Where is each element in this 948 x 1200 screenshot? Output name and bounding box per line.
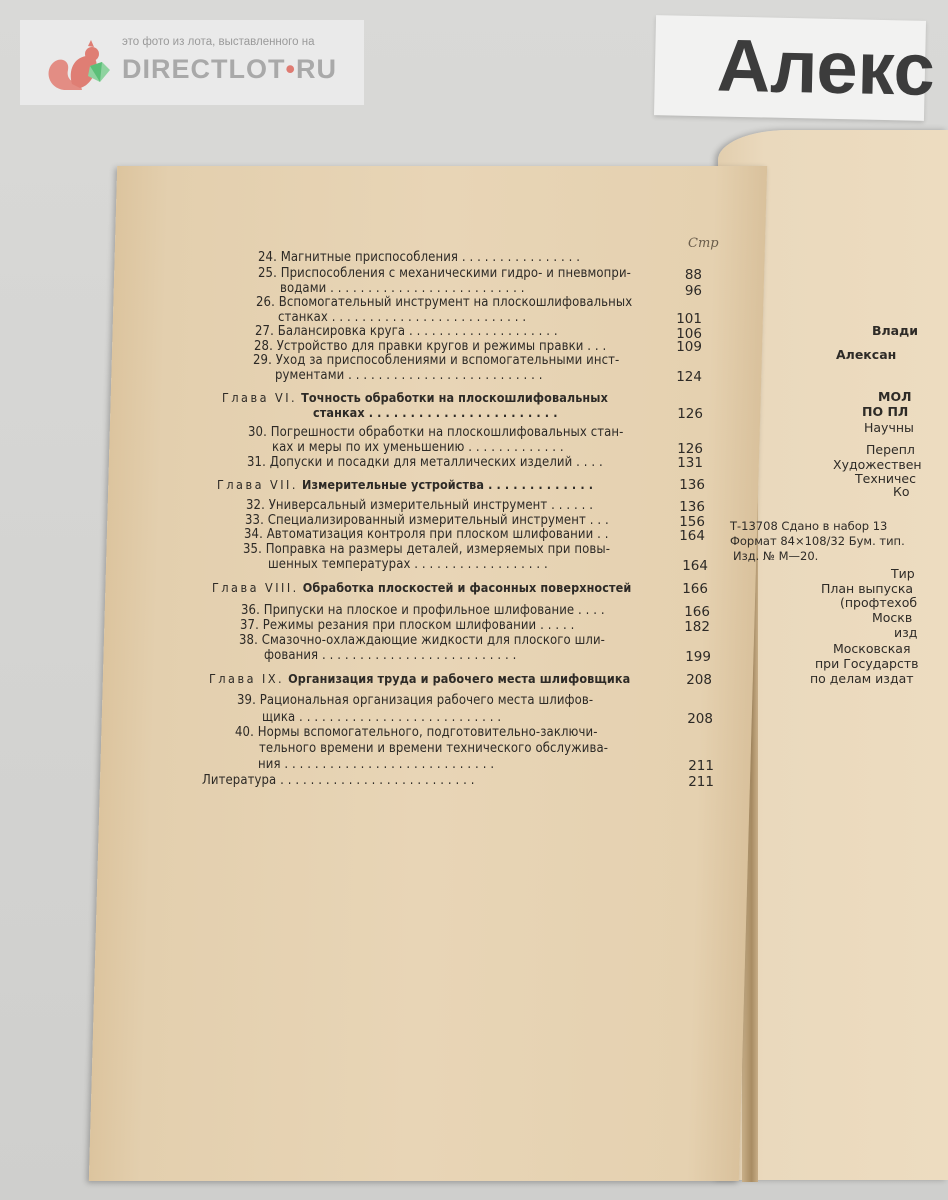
toc-page: 208 bbox=[686, 672, 712, 688]
toc-page: 126 bbox=[677, 406, 703, 422]
chapter-heading bbox=[217, 477, 593, 492]
chapter-label: Глава VIII. bbox=[212, 580, 299, 595]
toc-page: 126 bbox=[677, 441, 703, 457]
toc-page: 211 bbox=[688, 758, 714, 774]
chapter-title: Обработка плоскостей и фасонных поверхностей bbox=[302, 580, 632, 595]
chapter-title: Организация труда и рабочего места шлифовщика bbox=[288, 671, 631, 686]
right-page-line: (профтехоб bbox=[840, 595, 918, 610]
toc-line: тельного времени и времени технического обслужива- bbox=[259, 741, 609, 756]
right-page-line: Влади bbox=[872, 323, 918, 338]
toc-line: 31. Допуски и посадки для металлических изделий . . . . bbox=[247, 455, 603, 470]
toc-page: 208 bbox=[687, 711, 713, 727]
right-page-line: Формат 84×108/32 Бум. тип. bbox=[730, 534, 905, 548]
chapter-label: Глава IX. bbox=[209, 671, 285, 686]
right-page-line: при Государств bbox=[815, 656, 919, 671]
toc-page: 131 bbox=[677, 455, 703, 471]
toc-page: 88 bbox=[684, 267, 702, 283]
watermark-name-tld: RU bbox=[295, 54, 337, 84]
toc-line: 24. Магнитные приспособления . . . . . . . . . . . . . . . . bbox=[258, 250, 581, 265]
toc-line: 28. Устройство для правки кругов и режимы правки . . . bbox=[254, 339, 607, 354]
toc-page: 136 bbox=[679, 499, 705, 515]
toc-line: водами . . . . . . . . . . . . . . . . . . . . . . . . . . bbox=[280, 281, 525, 296]
toc-line: 37. Режимы резания при плоском шлифовании . . . . . bbox=[240, 618, 575, 633]
toc-page: 164 bbox=[682, 558, 708, 574]
toc-line: ках и меры по их уменьшению . . . . . . . . . . . . . bbox=[272, 440, 564, 455]
toc-line: ния . . . . . . . . . . . . . . . . . . . . . . . . . . . . bbox=[258, 757, 495, 772]
right-page-line: Москв bbox=[872, 610, 913, 625]
right-page-line: Алексан bbox=[836, 347, 897, 362]
chapter-label: Глава VI. bbox=[222, 390, 298, 405]
chapter-heading bbox=[222, 390, 608, 405]
toc-line: Литература . . . . . . . . . . . . . . . . . . . . . . . . . . bbox=[202, 773, 475, 788]
chapter-heading bbox=[212, 580, 631, 595]
toc-page: 156 bbox=[679, 514, 705, 530]
right-page-line: по делам издат bbox=[810, 671, 914, 686]
toc-line: 33. Специализированный измерительный инструмент . . . bbox=[245, 513, 609, 528]
toc-page: 96 bbox=[684, 283, 702, 299]
chapter-title-cont: станках . . . . . . . . . . . . . . . . . . . . . . . bbox=[313, 405, 558, 420]
toc-line: фования . . . . . . . . . . . . . . . . . . . . . . . . . . bbox=[264, 648, 517, 663]
chapter-title: Измерительные устройства . . . . . . . . . . . . . bbox=[301, 477, 594, 492]
toc-page: 211 bbox=[688, 774, 714, 790]
right-page-line: Московская bbox=[833, 641, 911, 656]
toc-line: станках . . . . . . . . . . . . . . . . . . . . . . . . . . bbox=[278, 310, 527, 325]
toc-line: щика . . . . . . . . . . . . . . . . . . . . . . . . . . . bbox=[262, 710, 502, 725]
right-page-line: МОЛ bbox=[878, 389, 912, 404]
toc-page: 166 bbox=[682, 581, 708, 597]
toc-line: 25. Приспособления с механическими гидро- и пневмопри- bbox=[258, 266, 631, 281]
right-page-line: Техничес bbox=[855, 471, 916, 486]
toc-page: 124 bbox=[676, 369, 702, 385]
toc-line: 32. Универсальный измерительный инструмент . . . . . . bbox=[246, 498, 594, 513]
toc-line: 34. Автоматизация контроля при плоском шлифовании . . bbox=[244, 527, 609, 542]
right-page-line: Изд. № М—20. bbox=[733, 549, 819, 563]
toc-page: 101 bbox=[676, 311, 702, 327]
watermark-caption: это фото из лота, выставленного на bbox=[122, 36, 315, 48]
right-page-line: Перепл bbox=[866, 442, 915, 457]
right-page-line: Тир bbox=[891, 566, 915, 581]
right-page-line: изд bbox=[894, 625, 918, 640]
toc-page: 106 bbox=[676, 326, 702, 342]
toc-line: 27. Балансировка круга . . . . . . . . . . . . . . . . . . . . bbox=[255, 324, 558, 339]
toc-page: 109 bbox=[676, 339, 702, 355]
toc-line: 26. Вспомогательный инструмент на плоскошлифовальных bbox=[256, 295, 633, 310]
chapter-heading bbox=[209, 671, 630, 686]
right-page-line: План выпуска bbox=[821, 581, 914, 596]
toc-page: 166 bbox=[684, 604, 710, 620]
toc-line: 38. Смазочно-охлаждающие жидкости для плоского шли- bbox=[239, 633, 606, 648]
chapter-label: Глава VII. bbox=[217, 477, 298, 492]
toc-line: 40. Нормы вспомогательного, подготовительно-заключи- bbox=[235, 725, 598, 740]
toc-line: рументами . . . . . . . . . . . . . . . . . . . . . . . . . . bbox=[275, 368, 543, 383]
right-page-line: Художествен bbox=[833, 457, 922, 472]
chapter-title: Точность обработки на плоскошлифовальных bbox=[301, 390, 608, 405]
right-page-line: Ко bbox=[893, 484, 910, 499]
watermark-dot: • bbox=[285, 54, 296, 84]
right-page-line: Т-13708 Сдано в набор 13 bbox=[730, 519, 888, 533]
toc-line: 36. Припуски на плоское и профильное шлифование . . . . bbox=[241, 603, 605, 618]
toc-page: 164 bbox=[679, 528, 705, 544]
right-page-line: Научны bbox=[864, 420, 914, 435]
watermark-name-main: DIRECTLOT bbox=[122, 54, 286, 84]
toc-page: 182 bbox=[684, 619, 710, 635]
toc-page: 199 bbox=[685, 649, 711, 665]
toc-line: шенных температурах . . . . . . . . . . . . . . . . . . bbox=[268, 557, 548, 572]
toc-line: 35. Поправка на размеры деталей, измеряемых при повы- bbox=[243, 542, 611, 557]
toc-line: 39. Рациональная организация рабочего места шлифов- bbox=[237, 693, 594, 708]
right-page-line: ПО ПЛ bbox=[862, 404, 909, 419]
toc-line: 30. Погрешности обработки на плоскошлифовальных стан- bbox=[248, 425, 624, 440]
label-text: Алекс bbox=[716, 23, 936, 112]
toc-page: 136 bbox=[679, 477, 705, 493]
toc-line: 29. Уход за приспособлениями и вспомогательными инст- bbox=[253, 353, 620, 368]
page-column-header: Стр bbox=[688, 236, 719, 251]
